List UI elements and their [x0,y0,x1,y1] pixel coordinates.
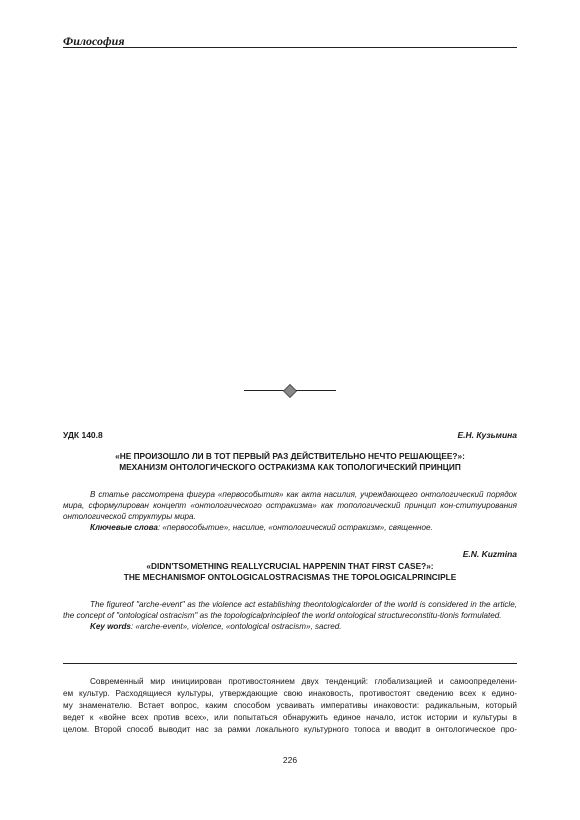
diamond-icon [283,384,297,398]
keywords-en-label: Key words [90,622,131,631]
divider-line-right [296,390,336,391]
abstract-ru-text: В статье рассмотрена фигура «первособытия» как акта насилия, учреждающего онтологический порядок мира, сформулирован концепт «онтологического остракизма» как топологический принцип кон-ституирования онтологической структуры мира. [63,490,517,521]
title-en-line: «DIDN'TSOMETHING REALLYCRUCIAL HAPPENIN THAT FIRST CASE?»: [146,561,434,571]
keywords-en [63,621,517,632]
abstract-en-text: The figureof "arche-event" as the violence act establishing theontologicalorder of the world is considered in the article, the concept of "ontological ostracism" as the topologicalprincipleof the world ontological structureconstitu-tionis formulated. [63,600,517,620]
running-header-section: Философия [63,34,125,48]
divider-line-left [244,390,284,391]
page-number: 226 [282,755,298,765]
body-line: ведет к «войне всех против всех», или попытаться обнаружить единое начало, исток истории и культуры в [63,713,517,722]
body-line: му знаменателю. Встает вопрос, каким способом усваивать императивы инаковости: радикальным, который [63,701,517,710]
abstract-en [63,599,517,632]
body-line: Современный мир инициирован противостоянием двух тенденций: глобализацией и самоопределени- [90,677,517,686]
article-title-ru [63,451,517,473]
keywords-ru-label: Ключевые слова [90,523,158,532]
keywords-ru [63,522,517,533]
body-text [63,676,517,736]
body-line: ем культур. Расходящиеся культуры, утверждающие свою инаковость, противостоят сведению всех к едино- [63,689,517,698]
abstract-ru [63,489,517,533]
header-rule [63,47,517,48]
keywords-en-text: : «arche-event», violence, «ontological ostracism», sacred. [130,622,342,631]
title-ru-line: МЕХАНИЗМ ОНТОЛОГИЧЕСКОГО ОСТРАКИЗМА КАК ТОПОЛОГИЧЕСКИЙ ПРИНЦИП [119,462,461,472]
keywords-ru-text: : «первособытие», насилие, «онтологический остракизм», священное. [157,523,433,532]
author-name-en: E.N. Kuzmina [462,549,517,559]
body-line: целом. Второй способ выводит нас за рамки локального культурного топоса и вводит в онтологическое про- [63,725,517,734]
body-rule [63,663,517,664]
article-title-en [63,561,517,583]
author-name-ru: Е.Н. Кузьмина [457,430,517,440]
title-en-line: THE MECHANISMOF ONTOLOGICALOSTRACISMAS THE TOPOLOGICALPRINCIPLE [123,572,457,582]
udk-code: УДК 140.8 [63,430,103,440]
title-ru-line: «НЕ ПРОИЗОШЛО ЛИ В ТОТ ПЕРВЫЙ РАЗ ДЕЙСТВИТЕЛЬНО НЕЧТО РЕШАЮЩЕЕ?»: [115,451,465,461]
ornament-divider [244,386,336,396]
